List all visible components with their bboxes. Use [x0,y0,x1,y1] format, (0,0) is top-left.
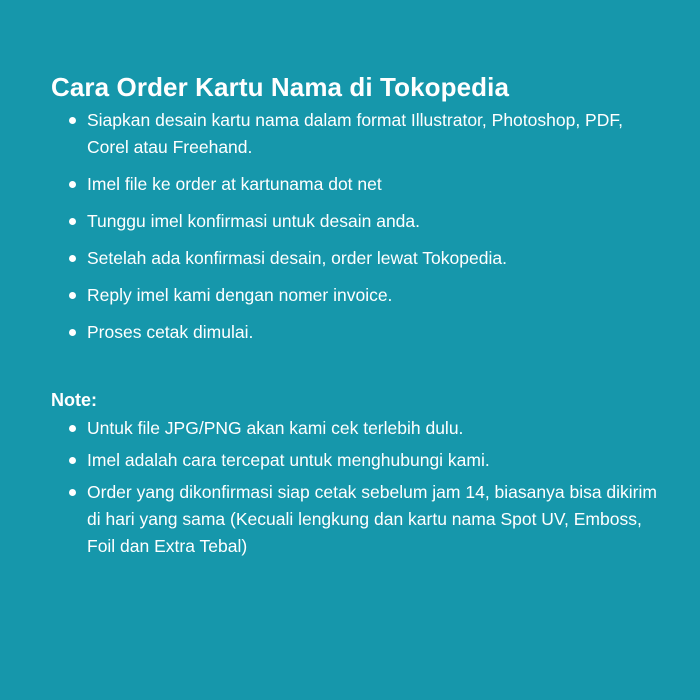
note-heading: Note: [51,390,97,410]
notes-list [51,415,660,560]
order-steps-list [51,107,660,346]
note-item: Order yang dikonfirmasi siap cetak sebelum jam 14, biasanya bisa dikirim di hari yang sama (Kecuali lengkung dan kartu nama Spot UV, Emboss, Foil dan Extra Tebal) [87,479,660,560]
order-step: Siapkan desain kartu nama dalam format Illustrator, Photoshop, PDF, Corel atau Freehand. [87,107,660,161]
order-step: Tunggu imel konfirmasi untuk desain anda. [87,208,660,235]
order-step: Imel file ke order at kartunama dot net [87,171,660,198]
order-step: Proses cetak dimulai. [87,319,660,346]
note-item: Untuk file JPG/PNG akan kami cek terlebih dulu. [87,415,660,442]
note-item: Imel adalah cara tercepat untuk menghubungi kami. [87,447,660,474]
page-title: Cara Order Kartu Nama di Tokopedia [51,72,510,102]
order-step: Setelah ada konfirmasi desain, order lewat Tokopedia. [87,245,660,272]
order-step: Reply imel kami dengan nomer invoice. [87,282,660,309]
